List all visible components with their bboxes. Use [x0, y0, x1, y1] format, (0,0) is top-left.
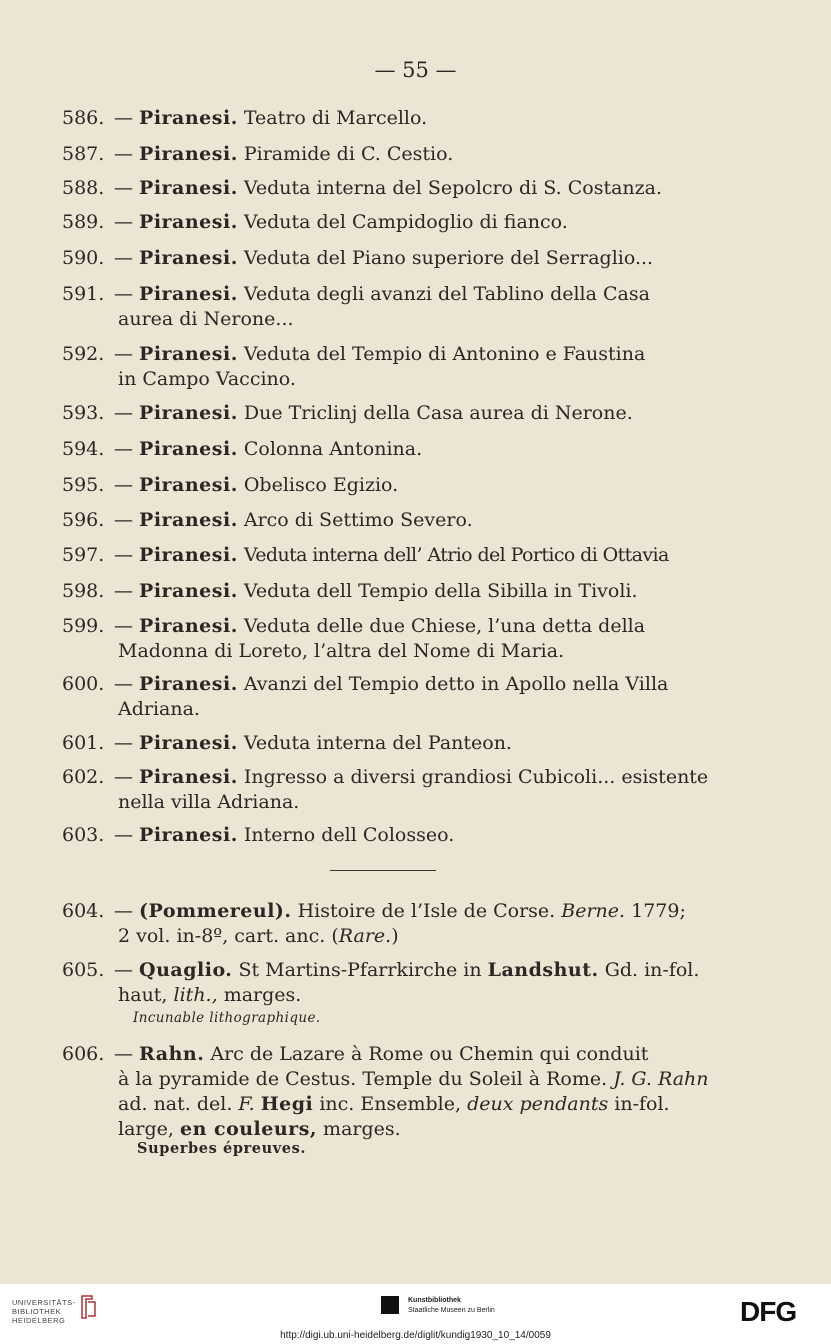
- entry-595: 595. — Piranesi. Obelisco Egizio.: [62, 474, 399, 496]
- kunstbibliothek-text: Kunstbibliothek Staatliche Museen zu Berlin: [408, 1297, 495, 1314]
- entry-594: 594. — Piranesi. Colonna Antonina.: [62, 438, 423, 460]
- uni-heidelberg-logo: UNIVERSITÄTS- BIBLIOTHEK HEIDELBERG: [12, 1298, 76, 1325]
- entry-596: 596. — Piranesi. Arco di Settimo Severo.: [62, 509, 473, 531]
- source-url[interactable]: http://digi.ub.uni-heidelberg.de/diglit/kundig1930_10_14/0059: [280, 1330, 551, 1341]
- section-divider: [330, 870, 436, 871]
- entry-593: 593. — Piranesi. Due Triclinj della Casa aurea di Nerone.: [62, 402, 633, 424]
- entry-606: 606. — Rahn. Arc de Lazare à Rome ou Chemin qui conduit à la pyramide de Cestus. Temple du Soleil à Rome. J. G. Rahn ad. nat. del. F. Hegi inc. Ensemble, deux pendants in-fol. large, en couleurs, marges.: [62, 1043, 709, 1140]
- entry-597: 597. — Piranesi. Veduta interna dell’ Atrio del Portico di Ottavia: [62, 544, 669, 566]
- entry-605-note: Incunable lithographique.: [133, 1010, 321, 1026]
- entry-606-note: Superbes épreuves.: [137, 1140, 307, 1157]
- page-number: — 55 —: [374, 58, 457, 82]
- dfg-logo: DFG: [740, 1296, 797, 1327]
- kunstbibliothek-logo-icon: [381, 1296, 399, 1314]
- entry-588: 588. — Piranesi. Veduta interna del Sepolcro di S. Costanza.: [62, 177, 663, 199]
- entry-589: 589. — Piranesi. Veduta del Campidoglio di fianco.: [62, 211, 568, 233]
- entry-586: 586. — Piranesi. Teatro di Marcello.: [62, 107, 428, 129]
- entry-605: 605. — Quaglio. St Martins-Pfarrkirche in Landshut. Gd. in-fol. haut, lith., marges.: [62, 959, 700, 1006]
- heidelberg-emblem-icon: [78, 1294, 98, 1320]
- entry-603: 603. — Piranesi. Interno dell Colosseo.: [62, 824, 455, 846]
- entry-592: 592. — Piranesi. Veduta del Tempio di Antonino e Faustina in Campo Vaccino.: [62, 343, 646, 390]
- entry-604: 604. — (Pommereul). Histoire de l’Isle de Corse. Berne. 1779; 2 vol. in-8º, cart. anc. (Rare.): [62, 900, 686, 947]
- entry-599: 599. — Piranesi. Veduta delle due Chiese, l’una detta della Madonna di Loreto, l’altra del Nome di Maria.: [62, 615, 646, 662]
- entry-590: 590. — Piranesi. Veduta del Piano superiore del Serraglio...: [62, 247, 654, 269]
- entry-587: 587. — Piranesi. Piramide di C. Cestio.: [62, 143, 454, 165]
- entry-591: 591. — Piranesi. Veduta degli avanzi del Tablino della Casa aurea di Nerone...: [62, 283, 650, 330]
- entry-600: 600. — Piranesi. Avanzi del Tempio detto in Apollo nella Villa Adriana.: [62, 673, 669, 720]
- entry-598: 598. — Piranesi. Veduta dell Tempio della Sibilla in Tivoli.: [62, 580, 638, 602]
- entry-602: 602. — Piranesi. Ingresso a diversi grandiosi Cubicoli... esistente nella villa Adriana.: [62, 766, 709, 813]
- entry-601: 601. — Piranesi. Veduta interna del Panteon.: [62, 732, 512, 754]
